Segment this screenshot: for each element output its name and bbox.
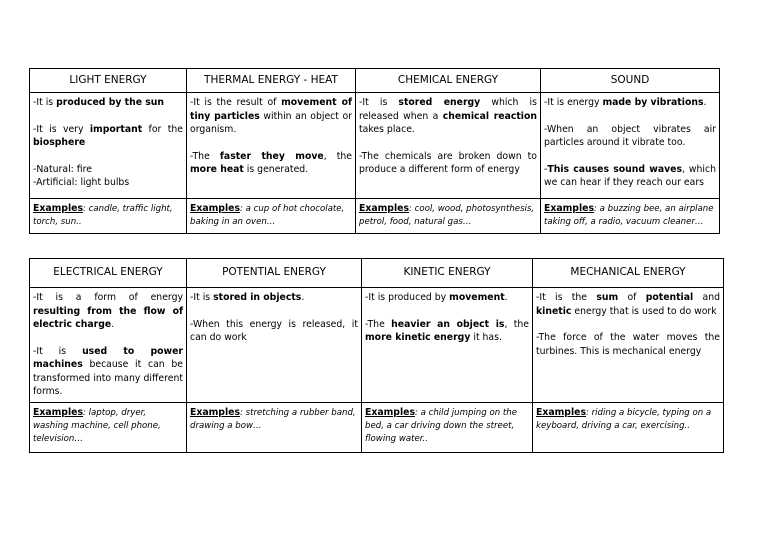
electrical-form-text: -It is a form of energy resulting from the flow of electric charge. (33, 292, 183, 330)
potential-released-text: -When this energy is released, it can do work (190, 318, 358, 343)
examples-label: Examples (365, 406, 415, 418)
chemical-energy-description (356, 93, 541, 199)
description-row (30, 93, 720, 199)
kinetic-movement-text: -It is produced by movement. (365, 292, 508, 303)
kinetic-heavier-text: -The heavier an object is, the more kinetic energy it has. (365, 318, 530, 343)
thermal-energy-header: THERMAL ENERGY - HEAT (187, 69, 356, 93)
examples-label: Examples (359, 203, 409, 214)
examples-label: Examples (190, 203, 240, 214)
examples-label: Examples (536, 406, 586, 418)
light-produced-text: -It is produced by the sun (33, 97, 165, 108)
potential-energy-examples: Examples: stretching a rubber band, drawing a bow… (187, 402, 362, 452)
light-energy-header: LIGHT ENERGY (30, 69, 187, 93)
thermal-energy-examples: Examples: a cup of hot chocolate, baking in an oven… (187, 199, 356, 234)
kinetic-energy-header: KINETIC ENERGY (362, 259, 533, 288)
sound-description (541, 93, 720, 199)
light-artificial-text: -Artificial: light bulbs (33, 177, 130, 188)
examples-label: Examples (544, 203, 594, 214)
mechanical-energy-examples: Examples: riding a bicycle, typing on a keyboard, driving a car, exercising.. (533, 402, 724, 452)
chemical-energy-examples: Examples: cool, wood, photosynthesis, petrol, food, natural gas… (356, 199, 541, 234)
thermal-energy-description (187, 93, 356, 199)
sound-object-vibrates-text: -When an object vibrates air particles around it vibrate too. (544, 123, 716, 148)
sound-waves-text: -This causes sound waves, which we can hear if they reach our ears (544, 163, 716, 188)
examples-label: Examples (33, 203, 83, 214)
sound-header: SOUND (541, 69, 720, 93)
thermal-result-text: -It is the result of movement of tiny particles within an object or organism. (190, 97, 352, 135)
mechanical-sum-text: -It is the sum of potential and kinetic energy that is used to do work (536, 292, 721, 317)
potential-energy-header: POTENTIAL ENERGY (187, 259, 362, 288)
header-row (30, 69, 720, 93)
mechanical-turbines-text: -The force of the water moves the turbines. This is mechanical energy (536, 332, 720, 357)
kinetic-energy-examples: Examples: a child jumping on the bed, a car driving down the street, flowing water.. (362, 402, 533, 452)
electrical-energy-examples: Examples: laptop, dryer, washing machine, cell phone, television… (30, 402, 187, 452)
kinetic-energy-description (362, 288, 533, 403)
examples-label: Examples (190, 406, 240, 418)
description-row (30, 288, 724, 403)
light-natural-text: -Natural: fire (33, 163, 92, 175)
light-energy-description (30, 93, 187, 199)
potential-stored-text: -It is stored in objects. (190, 292, 305, 303)
examples-row (30, 199, 720, 234)
electrical-energy-description (30, 288, 187, 403)
sound-examples: Examples: a buzzing bee, an airplane taking off, a radio, vacuum cleaner… (541, 199, 720, 234)
energy-table-bottom (29, 258, 724, 453)
electrical-power-text: -It is used to power machines because it can be transformed into many different forms. (33, 345, 183, 397)
electrical-energy-header: ELECTRICAL ENERGY (30, 259, 187, 288)
examples-row (30, 402, 724, 452)
mechanical-energy-header: MECHANICAL ENERGY (533, 259, 724, 288)
thermal-faster-text: -The faster they move, the more heat is generated. (190, 150, 353, 175)
chemical-stored-text: -It is stored energy which is released when a chemical reaction takes place. (359, 97, 537, 135)
chemical-broken-down-text: -The chemicals are broken down to produce a different form of energy (359, 150, 537, 175)
light-important-text: -It is very important for the biosphere (33, 123, 183, 148)
energy-table-top (29, 68, 720, 234)
mechanical-energy-description (533, 288, 724, 403)
potential-energy-description (187, 288, 362, 403)
chemical-energy-header: CHEMICAL ENERGY (356, 69, 541, 93)
examples-label: Examples (33, 406, 83, 418)
light-energy-examples: Examples: candle, traffic light, torch, sun.. (30, 199, 187, 234)
sound-vibrations-text: -It is energy made by vibrations. (544, 97, 707, 108)
header-row (30, 259, 724, 288)
